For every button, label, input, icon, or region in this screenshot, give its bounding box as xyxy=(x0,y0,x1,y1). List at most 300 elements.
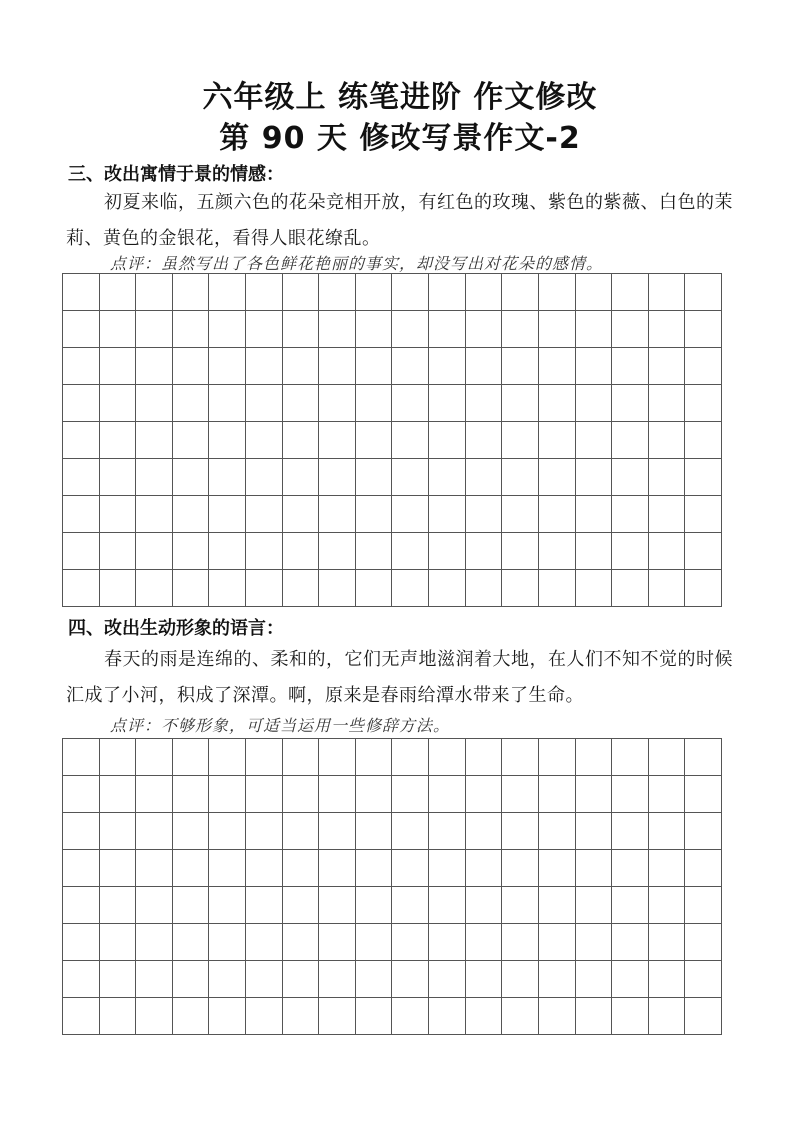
grid-cell[interactable] xyxy=(539,422,576,459)
grid-cell[interactable] xyxy=(136,998,173,1035)
grid-cell[interactable] xyxy=(283,739,320,776)
grid-cell[interactable] xyxy=(100,998,137,1035)
grid-cell[interactable] xyxy=(612,274,649,311)
grid-cell[interactable] xyxy=(173,887,210,924)
grid-cell[interactable] xyxy=(136,385,173,422)
grid-cell[interactable] xyxy=(283,850,320,887)
grid-cell[interactable] xyxy=(392,533,429,570)
grid-cell[interactable] xyxy=(246,961,283,998)
grid-cell[interactable] xyxy=(173,496,210,533)
grid-cell[interactable] xyxy=(429,813,466,850)
grid-cell[interactable] xyxy=(466,422,503,459)
grid-cell[interactable] xyxy=(319,570,356,607)
grid-cell[interactable] xyxy=(246,570,283,607)
grid-cell[interactable] xyxy=(466,776,503,813)
grid-cell[interactable] xyxy=(392,496,429,533)
section-3-writing-grid[interactable] xyxy=(62,273,722,607)
grid-cell[interactable] xyxy=(173,739,210,776)
grid-cell[interactable] xyxy=(392,961,429,998)
grid-cell[interactable] xyxy=(612,459,649,496)
grid-cell[interactable] xyxy=(429,570,466,607)
grid-cell[interactable] xyxy=(466,274,503,311)
grid-cell[interactable] xyxy=(539,385,576,422)
grid-cell[interactable] xyxy=(356,739,393,776)
grid-cell[interactable] xyxy=(283,887,320,924)
grid-cell[interactable] xyxy=(136,813,173,850)
grid-cell[interactable] xyxy=(539,739,576,776)
grid-cell[interactable] xyxy=(576,311,613,348)
grid-cell[interactable] xyxy=(319,961,356,998)
grid-cell[interactable] xyxy=(136,348,173,385)
grid-cell[interactable] xyxy=(63,924,100,961)
grid-cell[interactable] xyxy=(429,385,466,422)
grid-cell[interactable] xyxy=(539,961,576,998)
grid-cell[interactable] xyxy=(100,311,137,348)
grid-cell[interactable] xyxy=(502,533,539,570)
grid-cell[interactable] xyxy=(539,459,576,496)
grid-cell[interactable] xyxy=(100,459,137,496)
grid-cell[interactable] xyxy=(539,570,576,607)
grid-cell[interactable] xyxy=(612,570,649,607)
grid-cell[interactable] xyxy=(63,496,100,533)
grid-cell[interactable] xyxy=(100,887,137,924)
grid-cell[interactable] xyxy=(283,776,320,813)
grid-cell[interactable] xyxy=(246,385,283,422)
grid-cell[interactable] xyxy=(429,850,466,887)
grid-cell[interactable] xyxy=(576,998,613,1035)
grid-cell[interactable] xyxy=(356,533,393,570)
grid-cell[interactable] xyxy=(612,385,649,422)
grid-cell[interactable] xyxy=(576,496,613,533)
grid-cell[interactable] xyxy=(356,776,393,813)
grid-cell[interactable] xyxy=(466,998,503,1035)
grid-cell[interactable] xyxy=(649,422,686,459)
grid-cell[interactable] xyxy=(246,348,283,385)
grid-cell[interactable] xyxy=(319,311,356,348)
grid-cell[interactable] xyxy=(319,739,356,776)
grid-cell[interactable] xyxy=(502,850,539,887)
grid-cell[interactable] xyxy=(246,311,283,348)
grid-cell[interactable] xyxy=(209,813,246,850)
grid-cell[interactable] xyxy=(356,496,393,533)
grid-cell[interactable] xyxy=(136,422,173,459)
grid-cell[interactable] xyxy=(63,459,100,496)
grid-cell[interactable] xyxy=(209,348,246,385)
grid-cell[interactable] xyxy=(685,311,722,348)
grid-cell[interactable] xyxy=(136,533,173,570)
grid-cell[interactable] xyxy=(63,274,100,311)
grid-cell[interactable] xyxy=(356,422,393,459)
grid-cell[interactable] xyxy=(576,533,613,570)
grid-cell[interactable] xyxy=(576,813,613,850)
grid-cell[interactable] xyxy=(466,385,503,422)
grid-cell[interactable] xyxy=(429,274,466,311)
grid-cell[interactable] xyxy=(649,533,686,570)
grid-cell[interactable] xyxy=(392,739,429,776)
grid-cell[interactable] xyxy=(283,961,320,998)
grid-cell[interactable] xyxy=(246,850,283,887)
grid-cell[interactable] xyxy=(685,385,722,422)
grid-cell[interactable] xyxy=(100,422,137,459)
grid-cell[interactable] xyxy=(612,311,649,348)
grid-cell[interactable] xyxy=(576,776,613,813)
grid-cell[interactable] xyxy=(173,311,210,348)
grid-cell[interactable] xyxy=(539,311,576,348)
grid-cell[interactable] xyxy=(100,813,137,850)
grid-cell[interactable] xyxy=(392,813,429,850)
grid-cell[interactable] xyxy=(429,348,466,385)
grid-cell[interactable] xyxy=(466,924,503,961)
grid-cell[interactable] xyxy=(100,850,137,887)
grid-cell[interactable] xyxy=(502,422,539,459)
grid-cell[interactable] xyxy=(429,887,466,924)
grid-cell[interactable] xyxy=(63,570,100,607)
grid-cell[interactable] xyxy=(576,961,613,998)
grid-cell[interactable] xyxy=(612,813,649,850)
grid-cell[interactable] xyxy=(283,274,320,311)
grid-cell[interactable] xyxy=(612,961,649,998)
grid-cell[interactable] xyxy=(576,274,613,311)
grid-cell[interactable] xyxy=(209,422,246,459)
grid-cell[interactable] xyxy=(685,887,722,924)
grid-cell[interactable] xyxy=(502,570,539,607)
grid-cell[interactable] xyxy=(209,311,246,348)
grid-cell[interactable] xyxy=(63,961,100,998)
grid-cell[interactable] xyxy=(283,924,320,961)
grid-cell[interactable] xyxy=(576,739,613,776)
grid-cell[interactable] xyxy=(612,850,649,887)
grid-cell[interactable] xyxy=(539,776,576,813)
grid-cell[interactable] xyxy=(319,887,356,924)
grid-cell[interactable] xyxy=(173,998,210,1035)
grid-cell[interactable] xyxy=(319,274,356,311)
grid-cell[interactable] xyxy=(649,924,686,961)
grid-cell[interactable] xyxy=(392,385,429,422)
grid-cell[interactable] xyxy=(136,274,173,311)
grid-cell[interactable] xyxy=(136,924,173,961)
grid-cell[interactable] xyxy=(649,274,686,311)
grid-cell[interactable] xyxy=(685,776,722,813)
grid-cell[interactable] xyxy=(392,776,429,813)
grid-cell[interactable] xyxy=(466,961,503,998)
grid-cell[interactable] xyxy=(685,961,722,998)
grid-cell[interactable] xyxy=(209,887,246,924)
grid-cell[interactable] xyxy=(283,311,320,348)
grid-cell[interactable] xyxy=(209,533,246,570)
grid-cell[interactable] xyxy=(502,776,539,813)
grid-cell[interactable] xyxy=(100,776,137,813)
grid-cell[interactable] xyxy=(466,813,503,850)
grid-cell[interactable] xyxy=(612,739,649,776)
grid-cell[interactable] xyxy=(502,887,539,924)
grid-cell[interactable] xyxy=(612,998,649,1035)
grid-cell[interactable] xyxy=(576,887,613,924)
grid-cell[interactable] xyxy=(319,850,356,887)
grid-cell[interactable] xyxy=(246,998,283,1035)
grid-cell[interactable] xyxy=(100,274,137,311)
grid-cell[interactable] xyxy=(502,459,539,496)
grid-cell[interactable] xyxy=(319,924,356,961)
grid-cell[interactable] xyxy=(612,887,649,924)
grid-cell[interactable] xyxy=(283,459,320,496)
grid-cell[interactable] xyxy=(685,570,722,607)
grid-cell[interactable] xyxy=(136,739,173,776)
grid-cell[interactable] xyxy=(502,924,539,961)
grid-cell[interactable] xyxy=(136,496,173,533)
grid-cell[interactable] xyxy=(649,385,686,422)
grid-cell[interactable] xyxy=(209,961,246,998)
grid-cell[interactable] xyxy=(429,533,466,570)
grid-cell[interactable] xyxy=(136,887,173,924)
grid-cell[interactable] xyxy=(283,385,320,422)
grid-cell[interactable] xyxy=(502,998,539,1035)
grid-cell[interactable] xyxy=(283,422,320,459)
section-4-writing-grid[interactable] xyxy=(62,738,722,1035)
grid-cell[interactable] xyxy=(612,422,649,459)
grid-cell[interactable] xyxy=(649,776,686,813)
grid-cell[interactable] xyxy=(173,570,210,607)
grid-cell[interactable] xyxy=(63,422,100,459)
grid-cell[interactable] xyxy=(392,998,429,1035)
grid-cell[interactable] xyxy=(283,570,320,607)
grid-cell[interactable] xyxy=(392,850,429,887)
grid-cell[interactable] xyxy=(612,348,649,385)
grid-cell[interactable] xyxy=(466,739,503,776)
grid-cell[interactable] xyxy=(136,776,173,813)
grid-cell[interactable] xyxy=(466,459,503,496)
grid-cell[interactable] xyxy=(685,998,722,1035)
grid-cell[interactable] xyxy=(649,570,686,607)
grid-cell[interactable] xyxy=(502,739,539,776)
grid-cell[interactable] xyxy=(283,533,320,570)
grid-cell[interactable] xyxy=(100,570,137,607)
grid-cell[interactable] xyxy=(100,739,137,776)
grid-cell[interactable] xyxy=(173,385,210,422)
grid-cell[interactable] xyxy=(539,274,576,311)
grid-cell[interactable] xyxy=(63,311,100,348)
grid-cell[interactable] xyxy=(173,533,210,570)
grid-cell[interactable] xyxy=(502,348,539,385)
grid-cell[interactable] xyxy=(429,924,466,961)
grid-cell[interactable] xyxy=(539,924,576,961)
grid-cell[interactable] xyxy=(466,348,503,385)
grid-cell[interactable] xyxy=(539,496,576,533)
grid-cell[interactable] xyxy=(502,385,539,422)
grid-cell[interactable] xyxy=(356,850,393,887)
grid-cell[interactable] xyxy=(576,570,613,607)
grid-cell[interactable] xyxy=(283,998,320,1035)
grid-cell[interactable] xyxy=(63,533,100,570)
grid-cell[interactable] xyxy=(246,887,283,924)
grid-cell[interactable] xyxy=(63,998,100,1035)
grid-cell[interactable] xyxy=(63,385,100,422)
grid-cell[interactable] xyxy=(649,850,686,887)
grid-cell[interactable] xyxy=(392,422,429,459)
grid-cell[interactable] xyxy=(173,274,210,311)
grid-cell[interactable] xyxy=(429,496,466,533)
grid-cell[interactable] xyxy=(392,570,429,607)
grid-cell[interactable] xyxy=(356,385,393,422)
grid-cell[interactable] xyxy=(246,533,283,570)
grid-cell[interactable] xyxy=(649,961,686,998)
grid-cell[interactable] xyxy=(392,887,429,924)
grid-cell[interactable] xyxy=(466,311,503,348)
grid-cell[interactable] xyxy=(502,961,539,998)
grid-cell[interactable] xyxy=(209,459,246,496)
grid-cell[interactable] xyxy=(100,533,137,570)
grid-cell[interactable] xyxy=(649,311,686,348)
grid-cell[interactable] xyxy=(685,348,722,385)
grid-cell[interactable] xyxy=(356,459,393,496)
grid-cell[interactable] xyxy=(649,998,686,1035)
grid-cell[interactable] xyxy=(502,274,539,311)
grid-cell[interactable] xyxy=(246,459,283,496)
grid-cell[interactable] xyxy=(100,924,137,961)
grid-cell[interactable] xyxy=(209,850,246,887)
grid-cell[interactable] xyxy=(246,813,283,850)
grid-cell[interactable] xyxy=(173,422,210,459)
grid-cell[interactable] xyxy=(209,274,246,311)
grid-cell[interactable] xyxy=(466,570,503,607)
grid-cell[interactable] xyxy=(576,850,613,887)
grid-cell[interactable] xyxy=(173,813,210,850)
grid-cell[interactable] xyxy=(392,348,429,385)
grid-cell[interactable] xyxy=(612,776,649,813)
grid-cell[interactable] xyxy=(502,813,539,850)
grid-cell[interactable] xyxy=(173,776,210,813)
grid-cell[interactable] xyxy=(612,533,649,570)
grid-cell[interactable] xyxy=(283,496,320,533)
grid-cell[interactable] xyxy=(209,385,246,422)
grid-cell[interactable] xyxy=(612,924,649,961)
grid-cell[interactable] xyxy=(392,459,429,496)
grid-cell[interactable] xyxy=(429,739,466,776)
grid-cell[interactable] xyxy=(392,311,429,348)
grid-cell[interactable] xyxy=(429,961,466,998)
grid-cell[interactable] xyxy=(283,348,320,385)
grid-cell[interactable] xyxy=(502,496,539,533)
grid-cell[interactable] xyxy=(429,311,466,348)
grid-cell[interactable] xyxy=(539,813,576,850)
grid-cell[interactable] xyxy=(685,496,722,533)
grid-cell[interactable] xyxy=(63,348,100,385)
grid-cell[interactable] xyxy=(649,887,686,924)
grid-cell[interactable] xyxy=(63,850,100,887)
grid-cell[interactable] xyxy=(209,924,246,961)
grid-cell[interactable] xyxy=(685,533,722,570)
grid-cell[interactable] xyxy=(649,348,686,385)
grid-cell[interactable] xyxy=(246,422,283,459)
grid-cell[interactable] xyxy=(612,496,649,533)
grid-cell[interactable] xyxy=(246,924,283,961)
grid-cell[interactable] xyxy=(356,570,393,607)
grid-cell[interactable] xyxy=(246,776,283,813)
grid-cell[interactable] xyxy=(356,924,393,961)
grid-cell[interactable] xyxy=(685,850,722,887)
grid-cell[interactable] xyxy=(173,924,210,961)
grid-cell[interactable] xyxy=(429,422,466,459)
grid-cell[interactable] xyxy=(356,311,393,348)
grid-cell[interactable] xyxy=(429,776,466,813)
grid-cell[interactable] xyxy=(209,998,246,1035)
grid-cell[interactable] xyxy=(319,459,356,496)
grid-cell[interactable] xyxy=(209,570,246,607)
grid-cell[interactable] xyxy=(356,274,393,311)
grid-cell[interactable] xyxy=(685,739,722,776)
grid-cell[interactable] xyxy=(136,459,173,496)
grid-cell[interactable] xyxy=(685,813,722,850)
grid-cell[interactable] xyxy=(685,924,722,961)
grid-cell[interactable] xyxy=(685,274,722,311)
grid-cell[interactable] xyxy=(649,459,686,496)
grid-cell[interactable] xyxy=(466,887,503,924)
grid-cell[interactable] xyxy=(63,887,100,924)
grid-cell[interactable] xyxy=(63,739,100,776)
grid-cell[interactable] xyxy=(319,776,356,813)
grid-cell[interactable] xyxy=(576,459,613,496)
grid-cell[interactable] xyxy=(392,924,429,961)
grid-cell[interactable] xyxy=(685,459,722,496)
grid-cell[interactable] xyxy=(576,422,613,459)
grid-cell[interactable] xyxy=(356,961,393,998)
grid-cell[interactable] xyxy=(392,274,429,311)
grid-cell[interactable] xyxy=(136,961,173,998)
grid-cell[interactable] xyxy=(319,385,356,422)
grid-cell[interactable] xyxy=(466,850,503,887)
grid-cell[interactable] xyxy=(319,533,356,570)
grid-cell[interactable] xyxy=(246,274,283,311)
grid-cell[interactable] xyxy=(539,533,576,570)
grid-cell[interactable] xyxy=(209,739,246,776)
grid-cell[interactable] xyxy=(356,998,393,1035)
grid-cell[interactable] xyxy=(319,813,356,850)
grid-cell[interactable] xyxy=(685,422,722,459)
grid-cell[interactable] xyxy=(209,776,246,813)
grid-cell[interactable] xyxy=(100,496,137,533)
grid-cell[interactable] xyxy=(283,813,320,850)
grid-cell[interactable] xyxy=(539,348,576,385)
grid-cell[interactable] xyxy=(209,496,246,533)
grid-cell[interactable] xyxy=(429,998,466,1035)
grid-cell[interactable] xyxy=(319,422,356,459)
grid-cell[interactable] xyxy=(63,813,100,850)
grid-cell[interactable] xyxy=(173,459,210,496)
grid-cell[interactable] xyxy=(356,348,393,385)
grid-cell[interactable] xyxy=(539,887,576,924)
grid-cell[interactable] xyxy=(539,850,576,887)
grid-cell[interactable] xyxy=(429,459,466,496)
grid-cell[interactable] xyxy=(136,850,173,887)
grid-cell[interactable] xyxy=(100,961,137,998)
grid-cell[interactable] xyxy=(319,496,356,533)
grid-cell[interactable] xyxy=(319,348,356,385)
grid-cell[interactable] xyxy=(502,311,539,348)
grid-cell[interactable] xyxy=(466,533,503,570)
grid-cell[interactable] xyxy=(356,813,393,850)
grid-cell[interactable] xyxy=(356,887,393,924)
grid-cell[interactable] xyxy=(466,496,503,533)
grid-cell[interactable] xyxy=(246,739,283,776)
grid-cell[interactable] xyxy=(319,998,356,1035)
grid-cell[interactable] xyxy=(649,496,686,533)
grid-cell[interactable] xyxy=(136,570,173,607)
grid-cell[interactable] xyxy=(100,385,137,422)
grid-cell[interactable] xyxy=(173,961,210,998)
grid-cell[interactable] xyxy=(576,385,613,422)
grid-cell[interactable] xyxy=(649,739,686,776)
grid-cell[interactable] xyxy=(576,924,613,961)
grid-cell[interactable] xyxy=(63,776,100,813)
